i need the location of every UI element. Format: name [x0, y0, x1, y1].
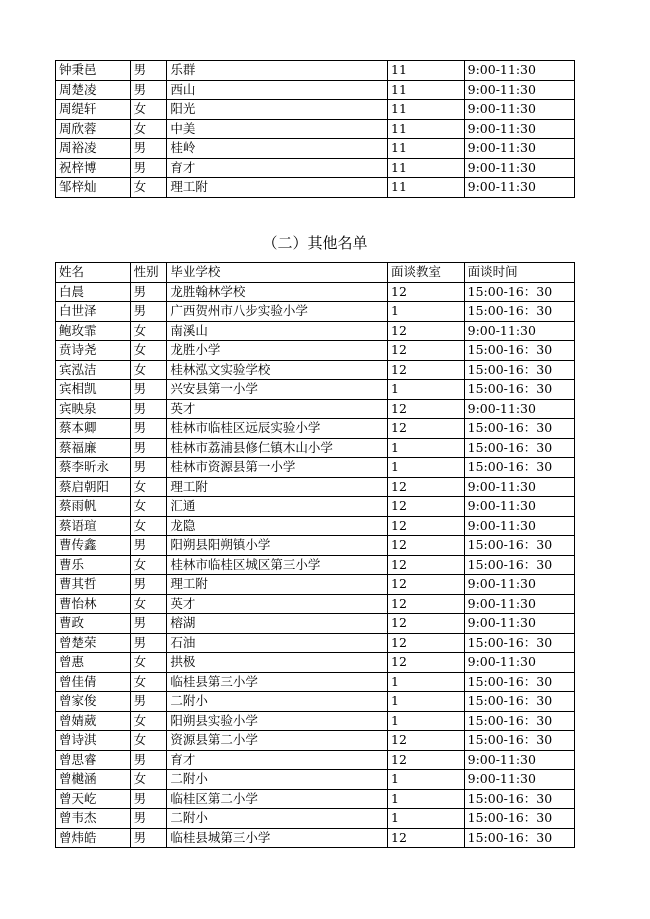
cell-time: 9:00-11:30: [464, 614, 574, 634]
cell-school: 龙胜翰林学校: [167, 282, 388, 302]
table-row: [56, 399, 575, 419]
cell-school: 中美: [167, 119, 388, 139]
cell-gender: 女: [130, 672, 167, 692]
table-header: [56, 263, 575, 283]
cell-name: 周裕凌: [56, 139, 131, 159]
table-row: [56, 770, 575, 790]
cell-time: 15:00-16：30: [464, 789, 574, 809]
cell-name: 曾诗淇: [56, 731, 131, 751]
table-row: [56, 711, 575, 731]
cell-school: 育才: [167, 750, 388, 770]
table-row: [56, 497, 575, 517]
cell-time: 15:00-16：30: [464, 360, 574, 380]
cell-time: 15:00-16：30: [464, 438, 574, 458]
cell-room: 11: [388, 80, 465, 100]
cell-room: 11: [388, 100, 465, 120]
cell-time: 15:00-16：30: [464, 809, 574, 829]
cell-name: 蔡启朝阳: [56, 477, 131, 497]
header-row: [56, 263, 575, 283]
cell-name: 蔡福廉: [56, 438, 131, 458]
cell-room: 1: [388, 770, 465, 790]
table-row: [56, 516, 575, 536]
cell-time: 15:00-16：30: [464, 282, 574, 302]
cell-room: 1: [388, 692, 465, 712]
cell-room: 12: [388, 575, 465, 595]
table-row: [56, 594, 575, 614]
cell-gender: 男: [130, 614, 167, 634]
cell-room: 1: [388, 438, 465, 458]
cell-name: 祝梓博: [56, 158, 131, 178]
cell-time: 9:00-11:30: [464, 399, 574, 419]
table-row: [56, 178, 575, 198]
cell-room: 1: [388, 672, 465, 692]
cell-gender: 女: [130, 555, 167, 575]
cell-time: 9:00-11:30: [464, 178, 574, 198]
cell-room: 1: [388, 458, 465, 478]
cell-name: 白晨: [56, 282, 131, 302]
top-roster-table: [55, 60, 575, 198]
cell-room: 12: [388, 321, 465, 341]
cell-time: 9:00-11:30: [464, 653, 574, 673]
cell-room: 1: [388, 302, 465, 322]
cell-gender: 男: [130, 692, 167, 712]
cell-room: 12: [388, 731, 465, 751]
cell-time: 15:00-16：30: [464, 555, 574, 575]
cell-school: 拱极: [167, 653, 388, 673]
cell-gender: 女: [130, 341, 167, 361]
cell-gender: 男: [130, 139, 167, 159]
cell-gender: 男: [130, 80, 167, 100]
cell-time: 9:00-11:30: [464, 770, 574, 790]
section-title: （二）其他名单: [262, 234, 368, 252]
cell-school: 西山: [167, 80, 388, 100]
cell-gender: 女: [130, 360, 167, 380]
other-roster-body: [56, 282, 575, 848]
cell-time: 9:00-11:30: [464, 119, 574, 139]
cell-name: 宾泓洁: [56, 360, 131, 380]
cell-school: 桂林市荔浦县修仁镇木山小学: [167, 438, 388, 458]
cell-gender: 男: [130, 302, 167, 322]
table-row: [56, 158, 575, 178]
cell-gender: 女: [130, 653, 167, 673]
cell-room: 1: [388, 809, 465, 829]
cell-school: 英才: [167, 594, 388, 614]
cell-school: 二附小: [167, 692, 388, 712]
cell-gender: 男: [130, 458, 167, 478]
table-row: [56, 419, 575, 439]
cell-room: 1: [388, 380, 465, 400]
cell-school: 阳朔县实验小学: [167, 711, 388, 731]
cell-school: 桂林市资源县第一小学: [167, 458, 388, 478]
cell-school: 英才: [167, 399, 388, 419]
cell-name: 钟秉邑: [56, 61, 131, 81]
cell-gender: 男: [130, 809, 167, 829]
cell-school: 榕湖: [167, 614, 388, 634]
cell-school: 汇通: [167, 497, 388, 517]
cell-room: 11: [388, 139, 465, 159]
cell-time: 9:00-11:30: [464, 516, 574, 536]
cell-time: 15:00-16：30: [464, 458, 574, 478]
cell-gender: 男: [130, 575, 167, 595]
cell-name: 曾炜皓: [56, 828, 131, 848]
header-time: 面谈时间: [464, 263, 574, 283]
cell-name: 周缇轩: [56, 100, 131, 120]
cell-gender: 女: [130, 477, 167, 497]
cell-name: 宾映泉: [56, 399, 131, 419]
cell-gender: 女: [130, 100, 167, 120]
cell-name: 白世泽: [56, 302, 131, 322]
cell-room: 12: [388, 360, 465, 380]
cell-time: 9:00-11:30: [464, 80, 574, 100]
cell-gender: 女: [130, 321, 167, 341]
cell-name: 蔡李昕永: [56, 458, 131, 478]
cell-room: 1: [388, 711, 465, 731]
table-row: [56, 438, 575, 458]
cell-time: 15:00-16：30: [464, 828, 574, 848]
cell-name: 曾韦杰: [56, 809, 131, 829]
cell-school: 桂岭: [167, 139, 388, 159]
table-row: [56, 360, 575, 380]
cell-name: 曾楚荣: [56, 633, 131, 653]
table-row: [56, 100, 575, 120]
cell-time: 9:00-11:30: [464, 158, 574, 178]
table-row: [56, 477, 575, 497]
cell-room: 12: [388, 282, 465, 302]
cell-time: 15:00-16：30: [464, 711, 574, 731]
table-row: [56, 809, 575, 829]
cell-time: 15:00-16：30: [464, 419, 574, 439]
table-row: [56, 789, 575, 809]
top-roster-body: [56, 61, 575, 198]
cell-school: 广西贺州市八步实验小学: [167, 302, 388, 322]
cell-gender: 男: [130, 633, 167, 653]
cell-gender: 女: [130, 594, 167, 614]
cell-gender: 男: [130, 828, 167, 848]
table-row: [56, 828, 575, 848]
cell-school: 理工附: [167, 178, 388, 198]
cell-gender: 女: [130, 731, 167, 751]
cell-room: 12: [388, 516, 465, 536]
cell-time: 15:00-16：30: [464, 672, 574, 692]
cell-room: 12: [388, 477, 465, 497]
cell-gender: 男: [130, 750, 167, 770]
cell-room: 12: [388, 341, 465, 361]
cell-room: 11: [388, 178, 465, 198]
cell-time: 15:00-16：30: [464, 341, 574, 361]
cell-time: 9:00-11:30: [464, 321, 574, 341]
cell-time: 15:00-16：30: [464, 302, 574, 322]
header-name: 姓名: [56, 263, 131, 283]
cell-room: 11: [388, 158, 465, 178]
table-row: [56, 731, 575, 751]
table-row: [56, 380, 575, 400]
cell-gender: 男: [130, 419, 167, 439]
cell-gender: 女: [130, 711, 167, 731]
cell-name: 曹怡林: [56, 594, 131, 614]
table-row: [56, 458, 575, 478]
cell-gender: 男: [130, 380, 167, 400]
cell-room: 12: [388, 750, 465, 770]
table-row: [56, 692, 575, 712]
cell-time: 15:00-16：30: [464, 692, 574, 712]
cell-name: 蔡雨帆: [56, 497, 131, 517]
cell-gender: 女: [130, 516, 167, 536]
cell-room: 12: [388, 633, 465, 653]
cell-room: 12: [388, 536, 465, 556]
cell-time: 9:00-11:30: [464, 575, 574, 595]
cell-room: 12: [388, 653, 465, 673]
cell-school: 阳光: [167, 100, 388, 120]
table-row: [56, 653, 575, 673]
cell-school: 资源县第二小学: [167, 731, 388, 751]
cell-school: 龙胜小学: [167, 341, 388, 361]
table-row: [56, 61, 575, 81]
cell-name: 曹传鑫: [56, 536, 131, 556]
header-school: 毕业学校: [167, 263, 388, 283]
cell-gender: 女: [130, 119, 167, 139]
cell-school: 龙隐: [167, 516, 388, 536]
cell-school: 理工附: [167, 477, 388, 497]
cell-gender: 女: [130, 178, 167, 198]
cell-school: 二附小: [167, 809, 388, 829]
table-row: [56, 139, 575, 159]
cell-school: 桂林市临桂区远辰实验小学: [167, 419, 388, 439]
table-row: [56, 633, 575, 653]
cell-name: 鲍玫霏: [56, 321, 131, 341]
cell-time: 15:00-16：30: [464, 633, 574, 653]
cell-school: 临桂县城第三小学: [167, 828, 388, 848]
cell-school: 乐群: [167, 61, 388, 81]
cell-name: 曾天屹: [56, 789, 131, 809]
header-room: 面谈教室: [388, 263, 465, 283]
cell-room: 12: [388, 419, 465, 439]
cell-name: 蔡本卿: [56, 419, 131, 439]
cell-gender: 女: [130, 497, 167, 517]
cell-time: 15:00-16：30: [464, 380, 574, 400]
cell-name: 曾惠: [56, 653, 131, 673]
cell-gender: 男: [130, 536, 167, 556]
cell-time: 15:00-16：30: [464, 536, 574, 556]
cell-time: 9:00-11:30: [464, 139, 574, 159]
cell-school: 二附小: [167, 770, 388, 790]
cell-room: 12: [388, 497, 465, 517]
cell-school: 育才: [167, 158, 388, 178]
cell-name: 曾樾涵: [56, 770, 131, 790]
cell-gender: 男: [130, 789, 167, 809]
cell-school: 临桂区第二小学: [167, 789, 388, 809]
cell-school: 临桂县第三小学: [167, 672, 388, 692]
cell-name: 周欣蓉: [56, 119, 131, 139]
cell-room: 1: [388, 789, 465, 809]
table-row: [56, 119, 575, 139]
cell-gender: 男: [130, 61, 167, 81]
cell-gender: 男: [130, 399, 167, 419]
cell-school: 兴安县第一小学: [167, 380, 388, 400]
cell-gender: 男: [130, 438, 167, 458]
table-row: [56, 672, 575, 692]
cell-school: 桂林泓文实验学校: [167, 360, 388, 380]
table-row: [56, 302, 575, 322]
table-row: [56, 321, 575, 341]
cell-gender: 女: [130, 770, 167, 790]
cell-room: 12: [388, 594, 465, 614]
cell-school: 南溪山: [167, 321, 388, 341]
cell-school: 阳朔县阳朔镇小学: [167, 536, 388, 556]
header-gender: 性别: [130, 263, 167, 283]
cell-room: 12: [388, 828, 465, 848]
cell-name: 曾婧葳: [56, 711, 131, 731]
cell-name: 曾家俊: [56, 692, 131, 712]
cell-time: 9:00-11:30: [464, 477, 574, 497]
cell-room: 11: [388, 61, 465, 81]
cell-name: 贲诗尧: [56, 341, 131, 361]
cell-school: 石油: [167, 633, 388, 653]
other-roster-table: [55, 262, 575, 848]
table-row: [56, 555, 575, 575]
cell-time: 9:00-11:30: [464, 594, 574, 614]
cell-name: 曹其哲: [56, 575, 131, 595]
cell-gender: 男: [130, 158, 167, 178]
cell-time: 15:00-16：30: [464, 731, 574, 751]
cell-name: 周楚凌: [56, 80, 131, 100]
table-row: [56, 282, 575, 302]
cell-name: 曾佳倩: [56, 672, 131, 692]
cell-name: 宾相凯: [56, 380, 131, 400]
table-row: [56, 575, 575, 595]
cell-name: 蔡语瑄: [56, 516, 131, 536]
cell-name: 曹乐: [56, 555, 131, 575]
cell-name: 曾思睿: [56, 750, 131, 770]
cell-school: 桂林市临桂区城区第三小学: [167, 555, 388, 575]
table-row: [56, 750, 575, 770]
cell-room: 11: [388, 119, 465, 139]
table-row: [56, 80, 575, 100]
cell-name: 曹政: [56, 614, 131, 634]
table-row: [56, 341, 575, 361]
table-row: [56, 536, 575, 556]
cell-school: 理工附: [167, 575, 388, 595]
cell-time: 9:00-11:30: [464, 100, 574, 120]
cell-gender: 男: [130, 282, 167, 302]
cell-room: 12: [388, 555, 465, 575]
cell-name: 邹梓灿: [56, 178, 131, 198]
table-row: [56, 614, 575, 634]
cell-time: 9:00-11:30: [464, 61, 574, 81]
cell-time: 9:00-11:30: [464, 497, 574, 517]
cell-room: 12: [388, 399, 465, 419]
cell-room: 12: [388, 614, 465, 634]
cell-time: 9:00-11:30: [464, 750, 574, 770]
